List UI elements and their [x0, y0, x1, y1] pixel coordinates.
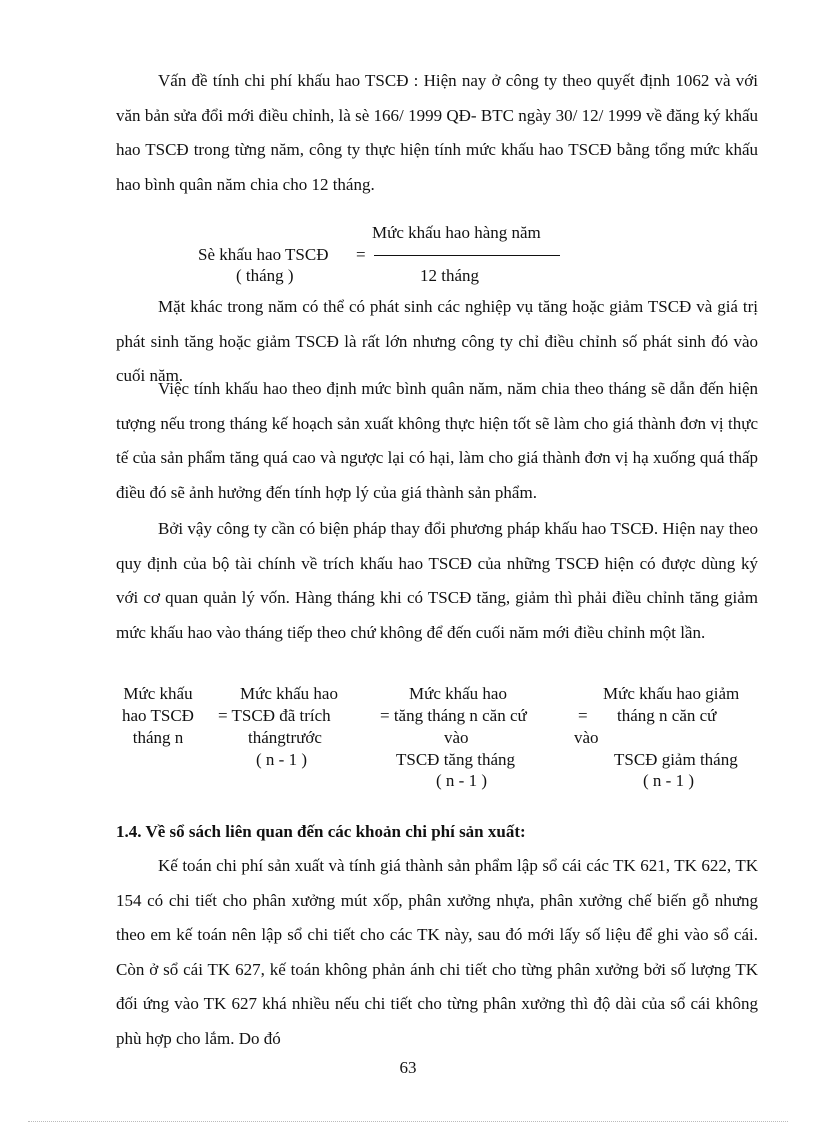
- section-heading: 1.4. Về sổ sách liên quan đến các khoản chi phí sản xuất:: [116, 822, 526, 841]
- formula2-col1-line3: tháng n: [132, 728, 184, 747]
- formula2-equals: =: [578, 706, 588, 725]
- formula1-equals: =: [356, 245, 366, 264]
- formula2-col3-line4: TSCĐ tăng tháng: [396, 750, 515, 769]
- formula2-col3-line2: = tăng tháng n căn cứ: [380, 706, 527, 725]
- formula1-denominator: 12 tháng: [420, 266, 480, 285]
- page-number: 63: [399, 1058, 417, 1077]
- formula2-col4-line2: tháng n căn cứ: [617, 706, 717, 725]
- formula2-col3-line1: Mức khấu hao: [409, 684, 507, 703]
- formula2-col1-line2: hao TSCĐ: [122, 706, 194, 725]
- paragraph-average-method: Việc tính khấu hao theo định mức bình quân năm, năm chia theo tháng sẽ dẫn đến hiện tượng nếu trong tháng kế hoạch sản xuất không thực hiện tốt sẽ làm cho giá thành đơn vị thực tế của sản phẩm tăng quá cao và ngược lại có hại, làm cho giá thành đơn vị hạ xuống quá thấp điều đó sẽ ảnh hưởng đến tính hợp lý của giá thành sản phẩm.: [116, 379, 758, 502]
- fraction-bar: [374, 255, 560, 256]
- paragraph-change-method: Bởi vậy công ty cần có biện pháp thay đổi phương pháp khấu hao TSCĐ. Hiện nay theo quy định của bộ tài chính về trích khấu hao TSCĐ của những TSCĐ hiện có được dùng ký với cơ quan quản lý vốn. Hàng tháng khi có TSCĐ tăng, giảm thì phải điều chỉnh tăng giảm mức khấu hao vào tháng tiếp theo chứ không để đến cuối năm mới điều chỉnh một lần.: [116, 519, 758, 642]
- formula2-col3-line3: vào: [444, 728, 469, 747]
- formula1-numerator: Mức khấu hao hàng năm: [372, 223, 541, 242]
- page-bottom-border: [28, 1121, 788, 1122]
- formula2-col4-line3: TSCĐ giảm tháng: [614, 750, 738, 769]
- formula2-col2-line4: ( n - 1 ): [256, 750, 307, 769]
- formula2-col3-line5: ( n - 1 ): [436, 771, 487, 790]
- formula2-col1-line1: Mức khấu: [123, 684, 193, 703]
- formula1-lhs-sub: ( tháng ): [236, 266, 294, 285]
- formula2-col2-line3: thángtrước: [248, 728, 322, 747]
- paragraph-ledger: Kế toán chi phí sản xuất và tính giá thành sản phẩm lập sổ cái các TK 621, TK 622, TK 154 có chi tiết cho phân xưởng mút xốp, phân xưởng nhựa, phân xưởng chế biến gỗ nhưng theo em kế toán nên lập sổ chi tiết cho các TK này, sau đó mới lấy số liệu để ghi vào sổ cái. Còn ở sổ cái TK 627, kế toán không phản ánh chi tiết cho từng phân xưởng bởi số lượng TK đối ứng vào TK 627 khá nhiều nếu chi tiết cho từng phân xưởng thì độ dài của sổ cái không phù hợp cho lắm. Do đó: [116, 856, 758, 1048]
- formula2-col2-line1: Mức khấu hao: [240, 684, 338, 703]
- formula2-vao: vào: [574, 728, 599, 747]
- formula2-col4-line4: ( n - 1 ): [643, 771, 694, 790]
- paragraph-depreciation-issue: Vấn đề tính chi phí khấu hao TSCĐ : Hiện nay ở công ty theo quyết định 1062 và với văn bản sửa đổi mới điều chỉnh, là sè 166/ 1999 QĐ- BTC ngày 30/ 12/ 1999 về đăng ký khấu hao TSCĐ trong từng năm, công ty thực hiện tính mức khấu hao TSCĐ bằng tổng mức khấu hao bình quân năm chia cho 12 tháng.: [116, 71, 758, 194]
- formula2-col2-line2: = TSCĐ đã trích: [218, 706, 331, 725]
- formula1-lhs: Sè khấu hao TSCĐ: [198, 245, 329, 264]
- paragraph-other-issue: Mặt khác trong năm có thể có phát sinh các nghiệp vụ tăng hoặc giảm TSCĐ và giá trị phát sinh tăng hoặc giảm TSCĐ là rất lớn nhưng công ty chỉ điều chỉnh số phát sinh đó vào cuối năm.: [116, 297, 758, 385]
- formula2-col4-line1: Mức khấu hao giảm: [603, 684, 740, 703]
